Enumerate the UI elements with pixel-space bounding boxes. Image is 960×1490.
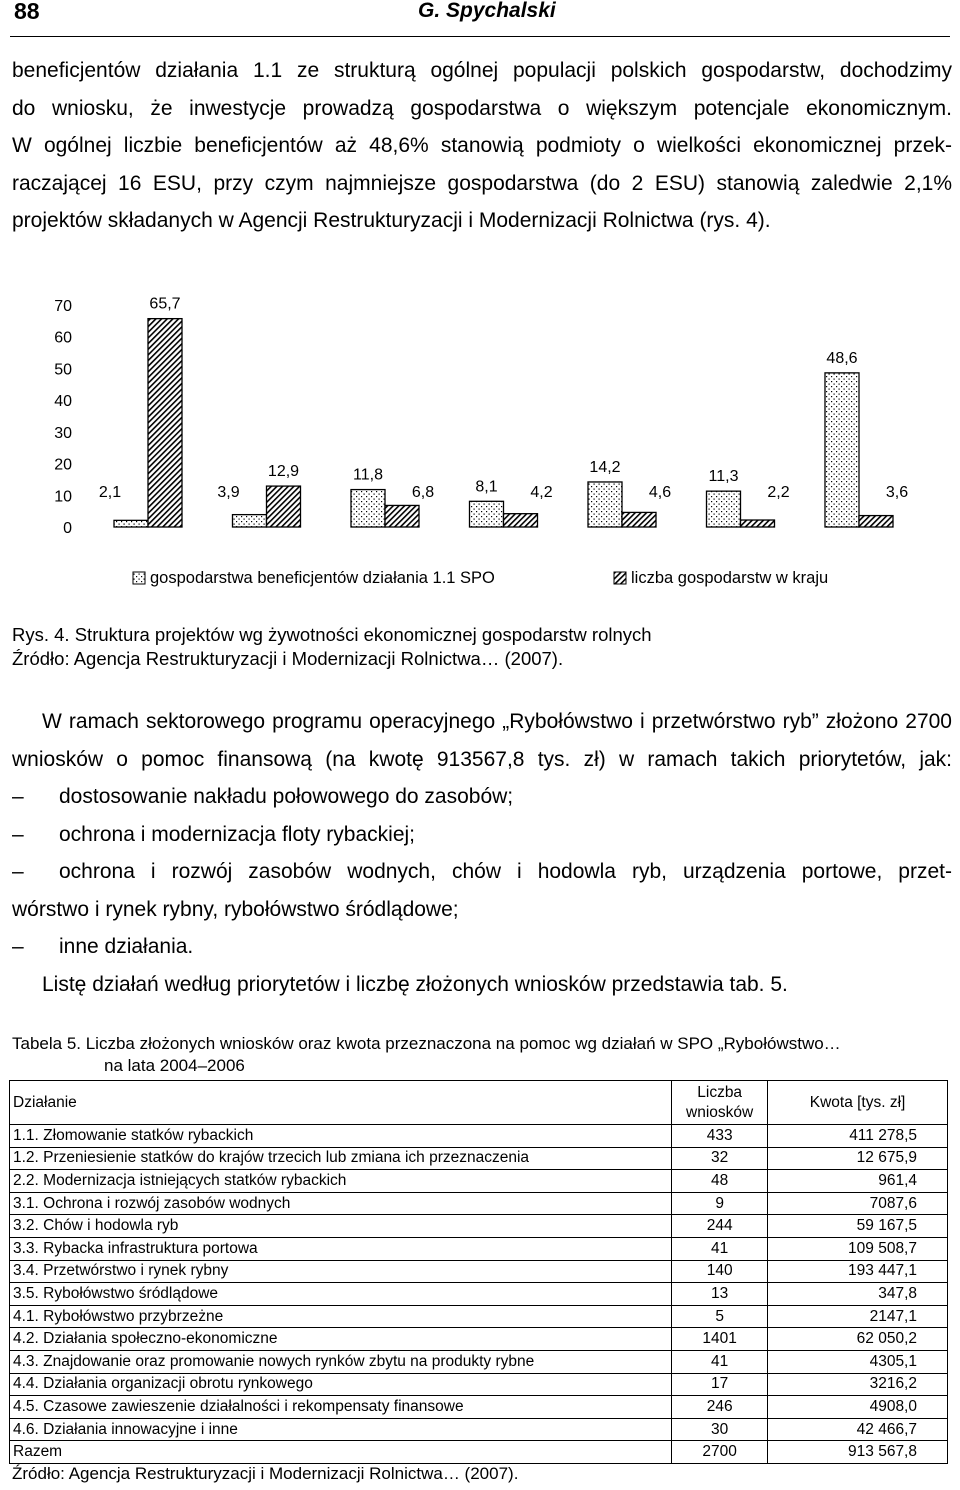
cell-amount: 347,8 [768, 1283, 948, 1306]
column-header-amount: Kwota [tys. zł] [768, 1081, 948, 1125]
bar-national [267, 486, 301, 527]
list-item [12, 778, 952, 816]
cell-amount: 4305,1 [768, 1350, 948, 1373]
cell-action: 1.2. Przeniesienie statków do krajów trzecich lub zmiana ich przeznaczenia [10, 1147, 672, 1170]
figure-source: Źródło: Agencja Restrukturyzacji i Modernizacji Rolnictwa… (2007). [12, 648, 564, 669]
table-caption-line2: na lata 2004–2006 [104, 1056, 245, 1075]
bar-beneficiaries [470, 501, 504, 527]
cell-action: 3.4. Przetwórstwo i rynek rybny [10, 1260, 672, 1283]
cell-action: 4.2. Działania społeczno-ekonomiczne [10, 1328, 672, 1351]
table-caption-line1: Tabela 5. Liczba złożonych wniosków oraz kwota przeznaczona na pomoc wg działań w SPO „Rybołówstwo… [12, 1034, 841, 1053]
cell-amount: 913 567,8 [768, 1441, 948, 1464]
data-label-national: 4,6 [648, 484, 672, 501]
bar-beneficiaries [233, 515, 267, 527]
cell-amount: 12 675,9 [768, 1147, 948, 1170]
bar-national [622, 512, 656, 527]
table-body [10, 1125, 948, 1464]
table-row [10, 1237, 948, 1260]
list-item-text: dostosowanie nakładu połowowego do zasobów; [59, 785, 514, 808]
cell-amount: 4908,0 [768, 1396, 948, 1419]
cell-count: 433 [672, 1125, 768, 1148]
cell-action: 4.4. Działania organizacji obrotu rynkowego [10, 1373, 672, 1396]
y-tick-label: 30 [54, 424, 72, 442]
table-row [10, 1283, 948, 1306]
table-row [10, 1396, 948, 1419]
data-label-national: 12,9 [267, 463, 300, 481]
y-tick-label: 40 [54, 393, 72, 411]
cell-count: 17 [672, 1373, 768, 1396]
cell-action: 3.2. Chów i hodowla ryb [10, 1215, 672, 1238]
cell-amount: 411 278,5 [768, 1125, 948, 1148]
cell-count: 244 [672, 1215, 768, 1238]
intro-line: do wniosku, że inwestycje prowadzą gospodarstwa o większym potencjale ekonomicznym. [12, 96, 952, 120]
cell-amount: 193 447,1 [768, 1260, 948, 1283]
body-text [12, 703, 952, 1003]
table-row [10, 1192, 948, 1215]
bar-national [741, 520, 775, 527]
list-item-text: ochrona i rozwój zasobów wodnych, chów i hodowla ryb, urządzenia portowe, przet- [59, 860, 952, 883]
cell-amount: 2147,1 [768, 1305, 948, 1328]
cell-action: 3.3. Rybacka infrastruktura portowa [10, 1237, 672, 1260]
body-line: wniosków o pomoc finansową (na kwotę 913567,8 tys. zł) w ramach takich priorytetów, jak: [12, 747, 952, 771]
cell-action: 4.5. Czasowe zawieszenie działalności i rekompensaty finansowe [10, 1396, 672, 1419]
chart-data-labels [99, 296, 908, 501]
list-item [12, 928, 952, 966]
data-label-national: 4,2 [530, 484, 553, 501]
figure-caption: Rys. 4. Struktura projektów wg żywotności ekonomicznej gospodarstw rolnych [12, 624, 652, 645]
cell-count: 30 [672, 1418, 768, 1441]
data-label-beneficiaries: 11,8 [353, 466, 383, 484]
cell-count: 41 [672, 1237, 768, 1260]
bar-beneficiaries [825, 373, 859, 527]
cell-count: 48 [672, 1170, 768, 1193]
data-label-beneficiaries: 2,1 [98, 484, 122, 501]
running-header-author: G. Spychalski [418, 0, 556, 22]
table-row [10, 1170, 948, 1193]
bar-beneficiaries [707, 491, 741, 527]
legend-swatch-dotted [133, 572, 145, 584]
list-item [12, 816, 952, 854]
cell-count: 140 [672, 1260, 768, 1283]
y-tick-label: 0 [63, 520, 72, 537]
list-dash: – [12, 822, 24, 846]
cell-count: 246 [672, 1396, 768, 1419]
table-source: Źródło: Agencja Restrukturyzacji i Modernizacji Rolnictwa… (2007). [12, 1464, 519, 1483]
legend-label-national: liczba gospodarstw w kraju [631, 569, 829, 587]
table-row [10, 1350, 948, 1373]
table-row [10, 1418, 948, 1441]
y-tick-label: 70 [54, 298, 72, 315]
bar-national [504, 514, 538, 527]
table-header-row [10, 1081, 948, 1125]
cell-count: 32 [672, 1147, 768, 1170]
body-closing: Listę działań według priorytetów i liczbę złożonych wniosków przedstawia tab. 5. [42, 972, 788, 996]
bar-beneficiaries [114, 520, 148, 527]
cell-amount: 62 050,2 [768, 1328, 948, 1351]
legend-swatch-hatched [614, 572, 626, 584]
intro-line: W ogólnej liczbie beneficjentów aż 48,6% stanowią podmioty o wielkości ekonomicznej przek- [12, 134, 952, 157]
column-header-count: Liczba wniosków [672, 1081, 768, 1125]
cell-action: 1.1. Złomowanie statków rybackich [10, 1125, 672, 1148]
data-label-national: 6,8 [411, 484, 435, 501]
intro-paragraph [12, 52, 952, 240]
table-row [10, 1215, 948, 1238]
column-header-action: Działanie [10, 1081, 672, 1125]
table-row [10, 1441, 948, 1464]
cell-action: 4.6. Działania innowacyjne i inne [10, 1418, 672, 1441]
table-row [10, 1328, 948, 1351]
data-label-national: 2,2 [767, 484, 790, 501]
data-label-beneficiaries: 3,9 [217, 484, 240, 501]
y-axis-ticks [54, 298, 72, 537]
list-dash: – [12, 785, 24, 808]
data-label-beneficiaries: 11,3 [708, 468, 739, 486]
cell-action: Razem [10, 1441, 672, 1464]
list-item-text: inne działania. [59, 935, 194, 958]
cell-count: 2700 [672, 1441, 768, 1464]
header-rule [10, 36, 950, 37]
cell-amount: 961,4 [768, 1170, 948, 1193]
bar-chart [0, 270, 960, 600]
intro-line: raczającej 16 ESU, przy czym najmniejsze gospodarstwa (do 2 ESU) stanowią zaledwie 2,1% [12, 171, 952, 195]
table-row [10, 1305, 948, 1328]
bar-national [148, 319, 182, 527]
list-item-text: ochrona i modernizacja floty rybackiej; [59, 822, 415, 846]
y-tick-label: 50 [54, 361, 72, 379]
cell-amount: 59 167,5 [768, 1215, 948, 1238]
table-row [10, 1260, 948, 1283]
bar-beneficiaries [351, 490, 385, 527]
table-5 [9, 1080, 948, 1464]
bar-national [859, 516, 893, 527]
y-tick-label: 20 [54, 456, 72, 474]
bar-national [385, 505, 419, 527]
data-label-national: 3,6 [885, 484, 909, 501]
cell-count: 13 [672, 1283, 768, 1306]
y-tick-label: 10 [54, 488, 72, 506]
page-number: 88 [14, 0, 40, 24]
data-label-beneficiaries: 48,6 [826, 349, 858, 367]
cell-amount: 7087,6 [768, 1192, 948, 1215]
chart-legend [133, 569, 828, 587]
table-caption [12, 1033, 841, 1077]
cell-count: 41 [672, 1350, 768, 1373]
data-label-national: 65,7 [149, 295, 181, 313]
body-line: W ramach sektorowego programu operacyjnego „Rybołówstwo i przetwórstwo ryb” złożono 2700 [42, 710, 952, 733]
cell-action: 3.1. Ochrona i rozwój zasobów wodnych [10, 1192, 672, 1215]
legend-label-beneficiaries: gospodarstwa beneficjentów działania 1.1 SPO [150, 569, 495, 587]
table-row [10, 1125, 948, 1148]
intro-line: beneficjentów działania 1.1 ze strukturą ogólnej populacji polskich gospodarstw, dochodzimy [12, 59, 952, 82]
table-row [10, 1373, 948, 1396]
cell-amount: 3216,2 [768, 1373, 948, 1396]
list-item-continuation: wórstwo i rynek rybny, rybołówstwo śródlądowe; [12, 897, 459, 921]
cell-count: 5 [672, 1305, 768, 1328]
intro-line: projektów składanych w Agencji Restrukturyzacji i Modernizacji Rolnictwa (rys. 4). [12, 209, 771, 232]
table-row [10, 1147, 948, 1170]
cell-action: 4.1. Rybołówstwo przybrzeżne [10, 1305, 672, 1328]
list-dash: – [12, 935, 24, 958]
cell-action: 3.5. Rybołówstwo śródlądowe [10, 1283, 672, 1306]
data-label-beneficiaries: 8,1 [475, 478, 498, 496]
cell-count: 1401 [672, 1328, 768, 1351]
list-item [12, 853, 952, 891]
cell-action: 2.2. Modernizacja istniejących statków rybackich [10, 1170, 672, 1193]
bar-beneficiaries [588, 482, 622, 527]
cell-action: 4.3. Znajdowanie oraz promowanie nowych rynków zbytu na produkty rybne [10, 1350, 672, 1373]
list-dash: – [12, 860, 24, 883]
cell-amount: 109 508,7 [768, 1237, 948, 1260]
y-tick-label: 60 [54, 329, 72, 347]
cell-count: 9 [672, 1192, 768, 1215]
cell-amount: 42 466,7 [768, 1418, 948, 1441]
data-label-beneficiaries: 14,2 [589, 458, 621, 476]
